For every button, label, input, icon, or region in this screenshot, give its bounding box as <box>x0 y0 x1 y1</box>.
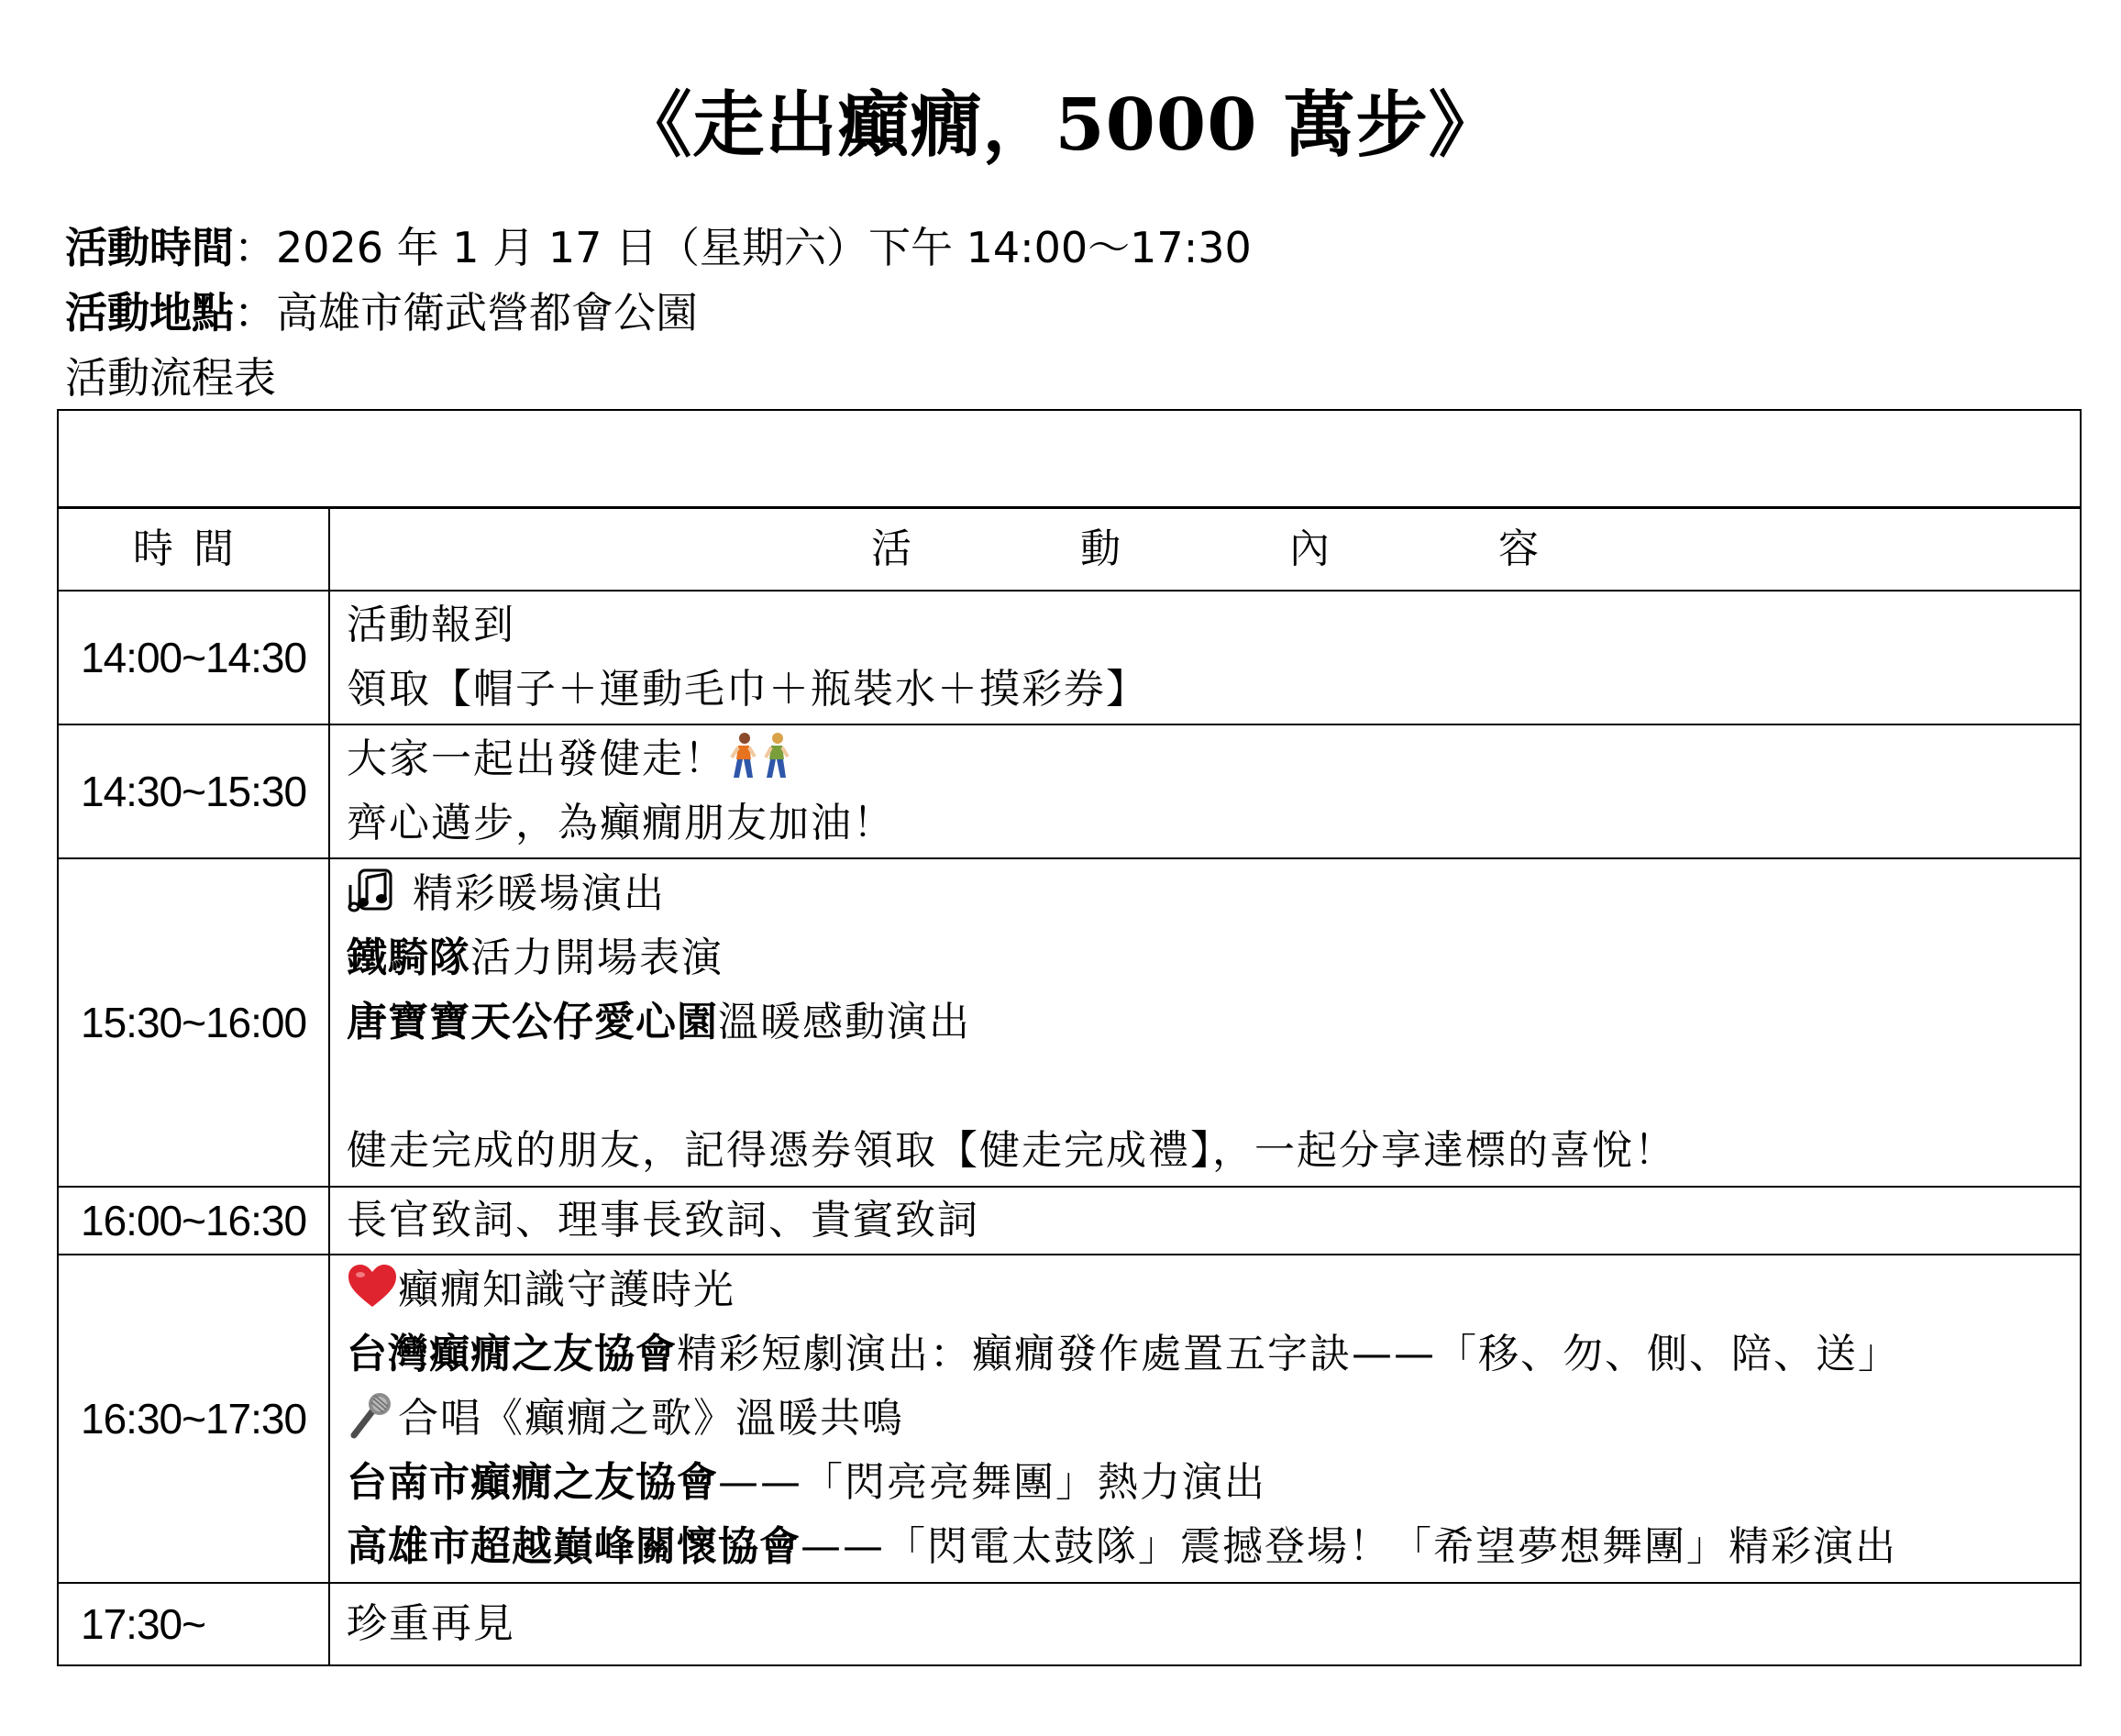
content-text: 精彩暖場演出 <box>398 870 666 917</box>
event-time-value: ：2026 年 1 月 17 日（星期六）下午 14:00～17:30 <box>234 223 1252 272</box>
content-line: 領取【帽子＋運動毛巾＋瓶裝水＋摸彩券】 <box>347 666 1148 713</box>
row-time: 16:30~17:30 <box>58 1255 329 1583</box>
row-content <box>329 724 2081 858</box>
microphone-icon <box>347 1391 398 1439</box>
content-line <box>347 990 2074 1055</box>
content-text: 溫暖感動演出 <box>718 999 971 1045</box>
content-line <box>347 926 2074 990</box>
performer-name: 鐵騎隊 <box>347 934 470 981</box>
row-time: 15:30~16:00 <box>58 858 329 1187</box>
table-row <box>58 1187 2081 1255</box>
page-title: 《走出癲癇，5000 萬步》 <box>620 83 1501 167</box>
event-place <box>65 285 698 340</box>
performer-name: 唐寶寶天公仔愛心園 <box>347 999 718 1045</box>
table-header-row <box>58 508 2081 592</box>
content-line: 健走完成的朋友，記得憑券領取【健走完成禮】，一起分享達標的喜悅！ <box>347 1127 1676 1174</box>
red-heart-icon <box>347 1263 398 1310</box>
table-row <box>58 1583 2081 1665</box>
content-line: 齊心邁步，為癲癇朋友加油！ <box>347 800 895 846</box>
row-time: 14:30~15:30 <box>58 724 329 858</box>
performer-name: 台灣癲癇之友協會 <box>347 1331 677 1377</box>
row-content <box>329 1255 2081 1583</box>
table-row <box>58 1255 2081 1583</box>
event-time-label: 活動時間 <box>65 223 234 272</box>
content-line <box>347 727 2074 791</box>
music-notes-icon <box>347 867 398 914</box>
content-line: 活動報到 <box>347 602 515 648</box>
row-time: 14:00~14:30 <box>58 591 329 724</box>
content-line: 長官致詞、理事長致詞、貴賓致詞 <box>347 1197 979 1244</box>
event-place-label: 活動地點 <box>65 288 234 337</box>
schedule-caption: 活動流程表 <box>65 353 276 403</box>
content-text: 癲癇知識守護時光 <box>398 1266 735 1313</box>
content-text: ——「閃電太鼓隊」震撼登場！「希望夢想舞團」精彩演出 <box>801 1523 1897 1570</box>
row-time: 17:30~ <box>58 1583 329 1665</box>
table-row <box>58 591 2081 724</box>
row-time: 16:00~16:30 <box>58 1187 329 1255</box>
event-place-value: ：高雄市衛武營都會公園 <box>234 288 698 337</box>
header-content: 活 動 內 容 <box>329 508 2081 592</box>
event-time <box>65 220 1252 275</box>
content-text: 活力開場表演 <box>470 934 724 981</box>
content-line <box>347 862 2074 926</box>
row-content <box>329 591 2081 724</box>
content-line <box>347 1515 2074 1579</box>
table-row <box>58 858 2081 1187</box>
performer-name: 台南市癲癇之友協會 <box>347 1459 718 1506</box>
content-line <box>347 1387 2074 1451</box>
blank-line <box>347 1055 2074 1119</box>
content-text: ——「閃亮亮舞團」熱力演出 <box>718 1459 1266 1506</box>
content-line <box>347 1258 2074 1322</box>
row-content <box>329 1187 2081 1255</box>
content-text: 合唱《癲癇之歌》溫暖共鳴 <box>398 1395 904 1442</box>
table-banner-row <box>58 410 2081 508</box>
table-banner-cell <box>58 410 2081 508</box>
content-text: 精彩短劇演出：癲癇發作處置五字訣——「移、勿、側、陪、送」 <box>677 1331 1900 1377</box>
content-line <box>347 1451 2074 1515</box>
content-text: 大家一起出發健走！ <box>347 735 726 782</box>
person-walking-icon <box>761 732 794 780</box>
row-content <box>329 1583 2081 1665</box>
person-walking-icon <box>726 732 759 780</box>
content-line <box>347 1322 2074 1387</box>
performer-name: 高雄市超越巔峰關懷協會 <box>347 1523 801 1570</box>
schedule-table <box>57 409 2082 1666</box>
table-row <box>58 724 2081 858</box>
row-content <box>329 858 2081 1187</box>
content-line: 珍重再見 <box>347 1600 515 1647</box>
header-time: 時間 <box>58 508 329 592</box>
